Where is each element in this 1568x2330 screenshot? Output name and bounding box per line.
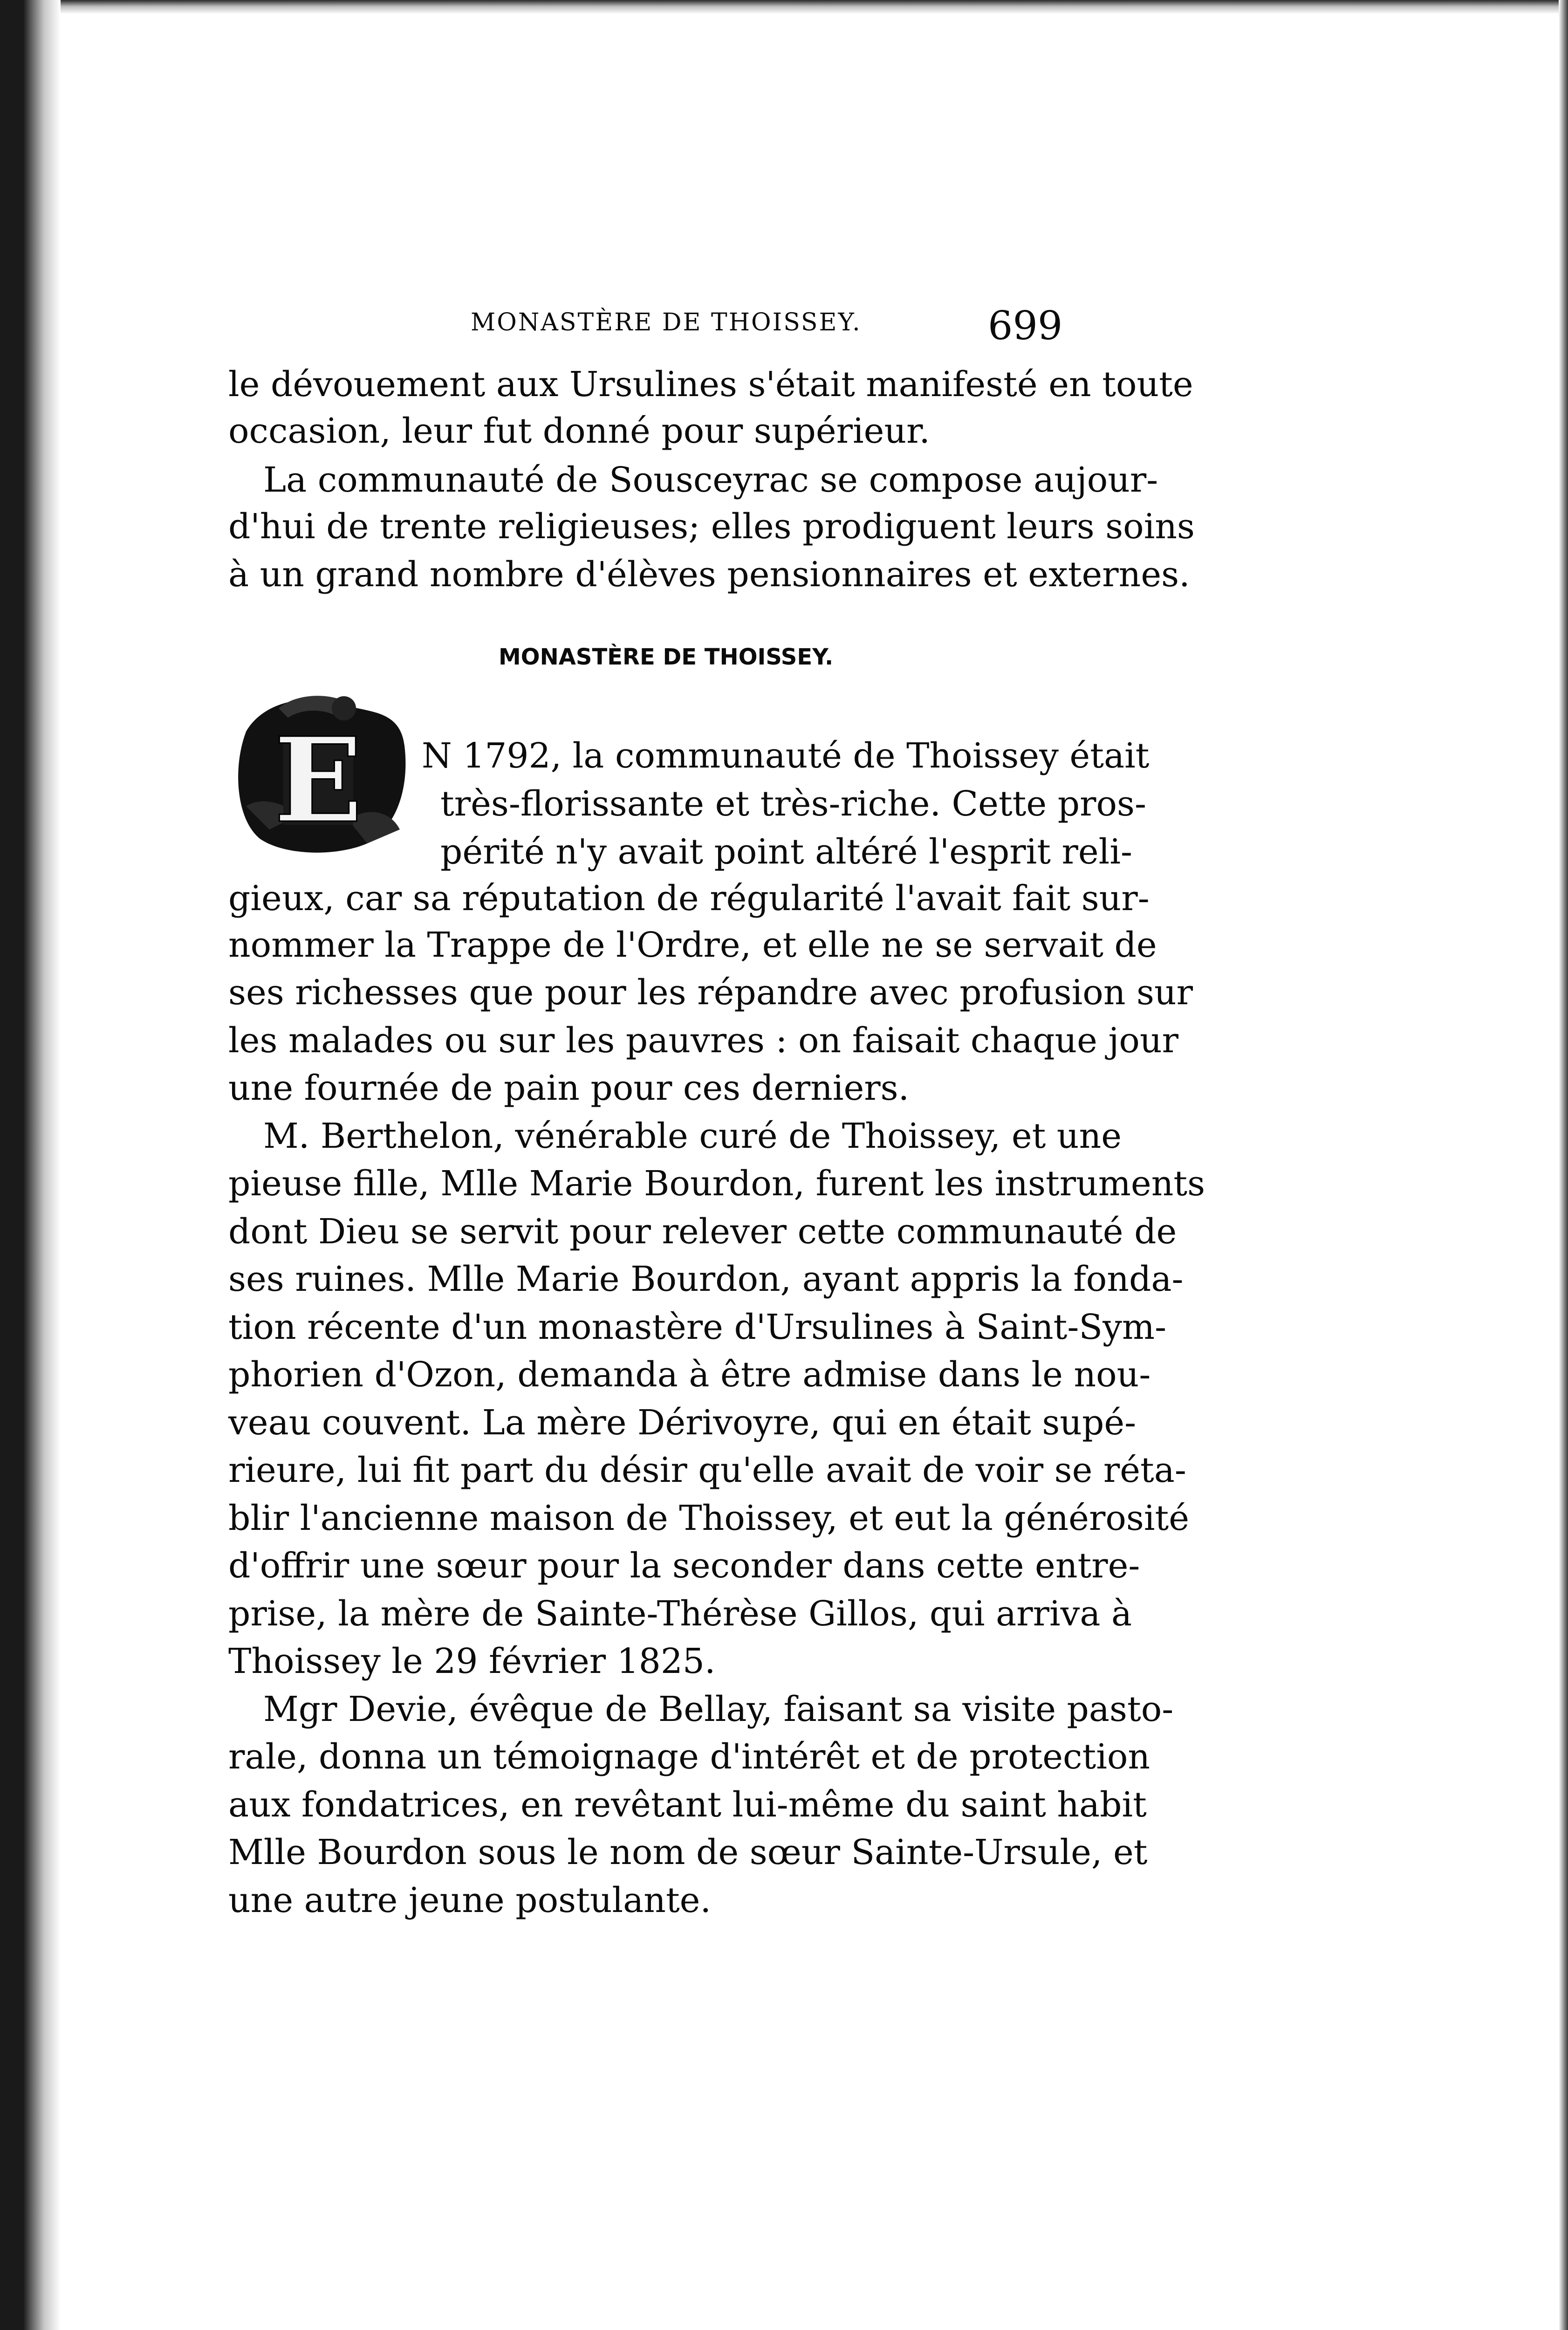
text-line-1: N 1792, la communauté de Thoissey était bbox=[422, 736, 1150, 776]
text-line-6: ses richesses que pour les répandre avec profusion sur bbox=[228, 973, 1193, 1013]
text-line-8: une fournée de pain pour ces derniers. bbox=[228, 1068, 910, 1108]
text-line-19: prise, la mère de Sainte-Thérèse Gillos, qui arriva à bbox=[228, 1594, 1132, 1634]
text-line-15: veau couvent. La mère Dérivoyre, qui en était supé- bbox=[228, 1403, 1137, 1443]
text-line-9: M. Berthelon, vénérable curé de Thoissey, et une bbox=[263, 1116, 1122, 1156]
text-line-20: Thoissey le 29 février 1825. bbox=[228, 1641, 716, 1681]
text-line-25: une autre jeune postulante. bbox=[228, 1880, 711, 1920]
text-line-24: Mlle Bourdon sous le nom de sœur Sainte-Ursule, et bbox=[228, 1832, 1148, 1872]
text-line-16: rieure, lui fit part du désir qu'elle avait de voir se réta- bbox=[228, 1450, 1186, 1490]
text-line-4: gieux, car sa réputation de régularité l'avait fait sur- bbox=[228, 878, 1150, 918]
text-line-22: rale, donna un témoignage d'intérêt et de protection bbox=[228, 1737, 1150, 1777]
text-line-23: aux fondatrices, en revêtant lui-même du saint habit bbox=[228, 1785, 1147, 1825]
intro-line-3: La communauté de Sousceyrac se compose aujour- bbox=[263, 460, 1158, 500]
text-line-7: les malades ou sur les pauvres : on faisait chaque jour bbox=[228, 1021, 1179, 1061]
scan-border-top bbox=[0, 0, 1568, 14]
text-line-2: très-florissante et très-riche. Cette pros- bbox=[440, 784, 1147, 824]
section-title: MONASTÈRE DE THOISSEY. bbox=[499, 644, 834, 670]
text-line-11: dont Dieu se servit pour relever cette communauté de bbox=[228, 1212, 1177, 1252]
page-number: 699 bbox=[988, 303, 1063, 349]
intro-line-1: le dévouement aux Ursulines s'était manifesté en toute bbox=[228, 364, 1193, 404]
text-line-3: périté n'y avait point altéré l'esprit reli- bbox=[440, 832, 1133, 872]
text-line-12: ses ruines. Mlle Marie Bourdon, ayant appris la fonda- bbox=[228, 1259, 1184, 1299]
text-line-14: phorien d'Ozon, demanda à être admise dans le nou- bbox=[228, 1355, 1151, 1395]
text-line-18: d'offrir une sœur pour la seconder dans cette entre- bbox=[228, 1546, 1140, 1586]
intro-line-4: d'hui de trente religieuses; elles prodiguent leurs soins bbox=[228, 507, 1195, 547]
text-line-17: blir l'ancienne maison de Thoissey, et eut la générosité bbox=[228, 1498, 1190, 1538]
text-line-13: tion récente d'un monastère d'Ursulines à Saint-Sym- bbox=[228, 1307, 1167, 1347]
text-line-5: nommer la Trappe de l'Ordre, et elle ne se servait de bbox=[228, 925, 1157, 965]
scan-border-right bbox=[1559, 0, 1568, 2330]
running-head: MONASTÈRE DE THOISSEY. bbox=[471, 308, 862, 336]
intro-line-2: occasion, leur fut donné pour supérieur. bbox=[228, 411, 930, 451]
text-line-10: pieuse fille, Mlle Marie Bourdon, furent les instruments bbox=[228, 1164, 1205, 1204]
scan-border-left bbox=[0, 0, 61, 2330]
dropcap-letter: E bbox=[274, 712, 363, 849]
intro-line-5: à un grand nombre d'élèves pensionnaires et externes. bbox=[228, 555, 1190, 595]
dropcap-ornament bbox=[227, 690, 410, 857]
text-line-21: Mgr Devie, évêque de Bellay, faisant sa visite pasto- bbox=[263, 1689, 1174, 1729]
